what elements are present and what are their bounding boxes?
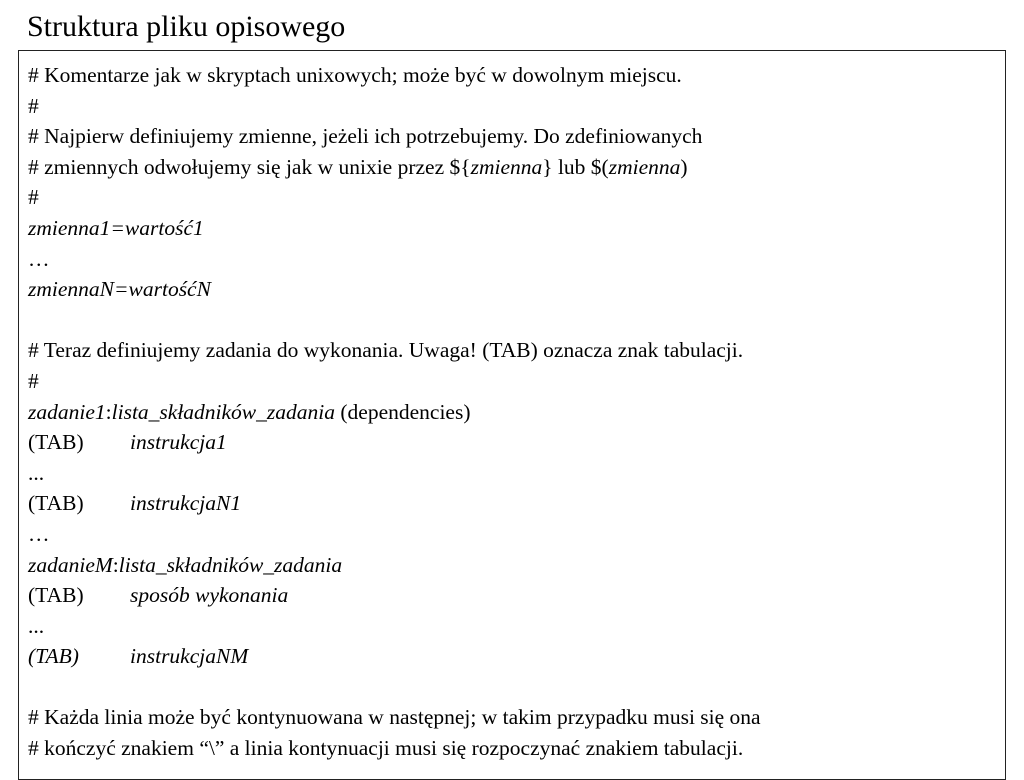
colon-separator: :: [112, 552, 119, 577]
target-name: zadanie1: [28, 399, 106, 424]
instruction-text: sposób wykonania: [130, 583, 289, 608]
instruction-text: instrukcjaNM: [130, 644, 249, 669]
target-definition: [28, 397, 1005, 428]
comment-line: #: [28, 185, 39, 210]
instruction-text: instrukcjaN1: [130, 491, 242, 516]
variable-definition: zmienna1=wartość1: [28, 215, 204, 240]
text-segment: # zmiennych odwołujemy się jak w unixie przez ${: [28, 154, 471, 179]
dependency-list: lista_składników_zadania: [118, 552, 343, 577]
ellipsis-line: ...: [28, 460, 45, 485]
ellipsis-line: …: [28, 521, 50, 546]
instruction-line: [28, 488, 1005, 519]
tab-marker: (TAB): [28, 430, 84, 455]
instruction-text: instrukcja1: [130, 430, 227, 455]
variable-name: zmienna: [608, 154, 681, 179]
variable-definition: zmiennaN=wartośćN: [28, 277, 211, 302]
comment-line: #: [28, 368, 39, 393]
comment-line: #: [28, 93, 39, 118]
comment-line-variable-reference: [28, 152, 1005, 183]
text-segment: } lub $(: [542, 154, 609, 179]
comment-line: # Komentarze jak w skryptach unixowych; może być w dowolnym miejscu.: [28, 63, 682, 87]
makefile-structure-box: [18, 50, 1006, 780]
text-segment: ): [680, 154, 688, 179]
tab-marker: (TAB): [28, 644, 79, 669]
colon-separator: :: [105, 399, 112, 424]
page-title: Struktura pliku opisowego: [27, 10, 346, 43]
dependency-list: lista_składników_zadania: [111, 399, 335, 424]
comment-line: # Każda linia może być kontynuowana w następnej; w takim przypadku musi się ona: [28, 705, 761, 730]
comment-line: # kończyć znakiem “\” a linia kontynuacji musi się rozpoczynać znakiem tabulacji.: [28, 736, 744, 761]
ellipsis-line: ...: [28, 613, 45, 638]
instruction-line: [28, 427, 1005, 458]
ellipsis-line: …: [28, 246, 50, 271]
instruction-line: [28, 641, 1005, 672]
target-name: zadanieM: [28, 552, 113, 577]
target-definition: [28, 550, 1005, 581]
blank-line: [28, 672, 1005, 703]
variable-name: zmienna: [470, 154, 543, 179]
tab-marker: (TAB): [28, 491, 84, 516]
instruction-line: [28, 580, 1005, 611]
comment-line: # Teraz definiujemy zadania do wykonania. Uwaga! (TAB) oznacza znak tabulacji.: [28, 338, 744, 363]
blank-line: [28, 305, 1005, 336]
tab-marker: (TAB): [28, 583, 84, 608]
comment-line: # Najpierw definiujemy zmienne, jeżeli ich potrzebujemy. Do zdefiniowanych: [28, 124, 703, 149]
dependency-note: (dependencies): [335, 399, 471, 424]
